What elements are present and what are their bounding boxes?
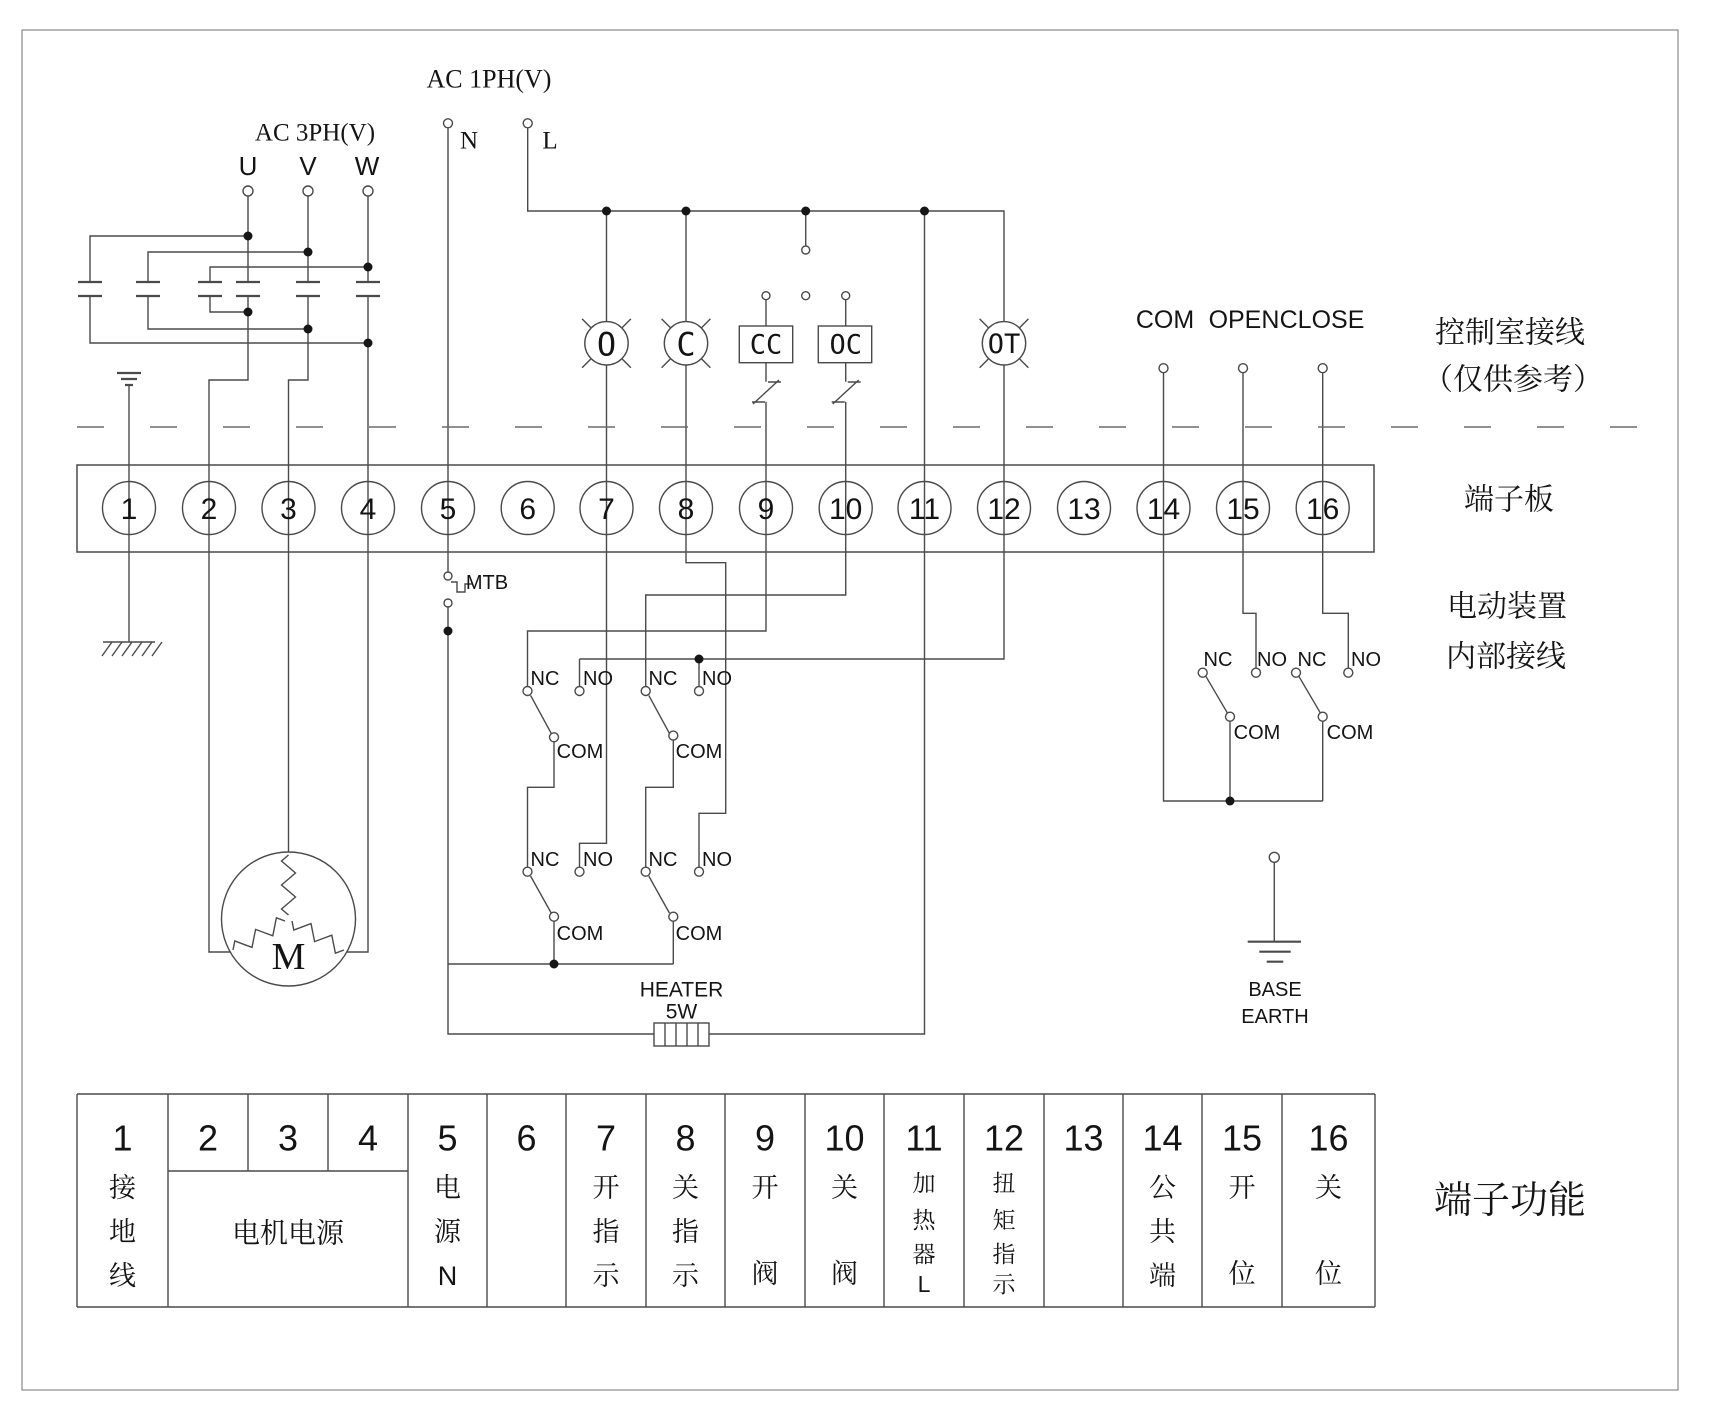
terminal-16-number: 16 bbox=[1306, 493, 1340, 526]
live-label: L bbox=[542, 127, 558, 155]
table-col-16-char-1: 位 bbox=[1315, 1259, 1342, 1289]
selector-contact-top bbox=[802, 246, 810, 254]
table-col-5-char-0: 电 bbox=[434, 1173, 461, 1203]
close-coil-label: CC bbox=[749, 329, 783, 361]
table-col-6-number: 6 bbox=[516, 1117, 537, 1159]
close-indicator-lamp bbox=[662, 319, 711, 368]
switch-e-nc-label: NC bbox=[1203, 649, 1233, 671]
close-coil-box bbox=[739, 326, 792, 363]
table-merged-motor-power-label: 电机电源 bbox=[231, 1217, 345, 1249]
table-col-9-number: 9 bbox=[754, 1117, 776, 1159]
table-col-10-char-0: 关 bbox=[831, 1173, 858, 1203]
table-col-8-char-2: 示 bbox=[672, 1261, 699, 1291]
torque-lamp-letter: OT bbox=[987, 329, 1021, 360]
switch-f-com-label: COM bbox=[1326, 722, 1374, 744]
base-earth-label1: BASE bbox=[1248, 979, 1302, 1001]
switch-f-no-label: NO bbox=[1351, 649, 1381, 671]
open-lamp-letter: O bbox=[596, 325, 617, 364]
mtb-label: MTB bbox=[465, 572, 509, 594]
heater-power-label: 5W bbox=[665, 1000, 698, 1024]
terminal-10-number: 10 bbox=[829, 493, 863, 526]
open-terminal bbox=[1239, 364, 1248, 373]
switch-b-com-label: COM bbox=[675, 741, 723, 763]
switch-c-com-label: COM bbox=[556, 923, 604, 945]
phase-v-label: V bbox=[299, 151, 317, 181]
live-terminal bbox=[523, 119, 532, 128]
terminal-3-number: 3 bbox=[280, 493, 297, 526]
neutral-label: N bbox=[459, 127, 479, 155]
table-col-14-number: 14 bbox=[1142, 1117, 1183, 1159]
terminal-13-number: 13 bbox=[1067, 493, 1101, 526]
switch-a-no-label: NO bbox=[583, 668, 613, 690]
open-indicator-lamp bbox=[582, 319, 631, 368]
terminal-6-number: 6 bbox=[519, 493, 537, 526]
com-terminal bbox=[1159, 364, 1168, 373]
close-lamp-letter: C bbox=[676, 325, 696, 364]
terminal-5-number: 5 bbox=[439, 493, 457, 526]
phase-v-terminal bbox=[303, 186, 313, 196]
table-col-11-char-0: 加 bbox=[912, 1170, 936, 1196]
terminal-12-number: 12 bbox=[987, 493, 1021, 526]
table-col-1-char-1: 地 bbox=[109, 1217, 136, 1247]
table-col-14-char-0: 公 bbox=[1149, 1173, 1176, 1203]
selector-contact-bottom bbox=[802, 292, 810, 300]
table-col-8-number: 8 bbox=[675, 1117, 696, 1159]
note-reference-only: （仅供参考） bbox=[1423, 363, 1603, 397]
note-device-line1: 电动装置 bbox=[1447, 590, 1567, 624]
table-col-9-char-0: 开 bbox=[751, 1173, 779, 1203]
switch-b-nc-label: NC bbox=[648, 668, 678, 690]
table-col-1-number: 1 bbox=[112, 1117, 133, 1159]
table-col-8-char-1: 指 bbox=[672, 1217, 699, 1247]
note-terminal-board: 端子板 bbox=[1464, 483, 1554, 517]
torque-indicator-lamp bbox=[980, 319, 1029, 368]
open-coil-box bbox=[818, 326, 871, 363]
switch-c-no-label: NO bbox=[583, 849, 613, 871]
ac-3ph-label: AC 3PH(V) bbox=[254, 119, 376, 147]
table-col-11-char-2: 器 bbox=[912, 1241, 936, 1267]
table-col-7-number: 7 bbox=[595, 1117, 617, 1159]
switch-e-com-label: COM bbox=[1233, 722, 1281, 744]
table-col-12-char-0: 扭 bbox=[992, 1170, 1016, 1196]
switch-d-nc-label: NC bbox=[648, 849, 678, 871]
table-col-5-char-1: 源 bbox=[434, 1217, 461, 1247]
table-col-2-number: 2 bbox=[197, 1117, 219, 1159]
switch-a-com-label: COM bbox=[556, 741, 604, 763]
phase-u-terminal bbox=[243, 186, 253, 196]
close-terminal bbox=[1318, 364, 1327, 373]
close-label: CLOSE bbox=[1279, 306, 1365, 334]
table-col-5-char-2: N bbox=[437, 1261, 458, 1291]
table-col-5-number: 5 bbox=[437, 1117, 458, 1159]
table-col-14-char-1: 共 bbox=[1149, 1217, 1176, 1247]
oc-top-terminal bbox=[842, 292, 850, 300]
table-col-1-char-0: 接 bbox=[109, 1173, 136, 1203]
switch-d-no-label: NO bbox=[702, 849, 732, 871]
table-col-15-char-1: 位 bbox=[1228, 1259, 1256, 1289]
com-label: COM bbox=[1135, 306, 1195, 334]
table-col-11-char-3: L bbox=[917, 1271, 931, 1297]
table-col-14-char-2: 端 bbox=[1149, 1261, 1176, 1291]
switch-b-no-label: NO bbox=[702, 668, 732, 690]
table-col-13-number: 13 bbox=[1063, 1117, 1104, 1159]
open-coil-label: OC bbox=[829, 329, 862, 361]
terminal-14-number: 14 bbox=[1146, 493, 1181, 526]
terminal-2-number: 2 bbox=[200, 493, 218, 526]
terminal-1-number: 1 bbox=[120, 493, 138, 526]
table-col-12-number: 12 bbox=[983, 1117, 1025, 1159]
base-earth-label2: EARTH bbox=[1241, 1006, 1309, 1028]
open-label: OPEN bbox=[1208, 306, 1280, 334]
table-col-11-char-1: 热 bbox=[912, 1207, 936, 1233]
cc-top-terminal bbox=[762, 292, 770, 300]
terminal-9-number: 9 bbox=[757, 493, 775, 526]
phase-u-label: U bbox=[238, 151, 258, 181]
terminal-4-number: 4 bbox=[359, 493, 377, 526]
table-col-10-number: 10 bbox=[824, 1117, 865, 1159]
table-col-16-number: 16 bbox=[1308, 1117, 1349, 1159]
motor-letter: M bbox=[271, 936, 306, 978]
table-col-8-char-0: 关 bbox=[672, 1173, 699, 1203]
heater-label: HEATER bbox=[639, 978, 724, 1002]
switch-a-nc-label: NC bbox=[530, 668, 560, 690]
switch-c-nc-label: NC bbox=[530, 849, 560, 871]
switch-f-nc-label: NC bbox=[1297, 649, 1327, 671]
table-col-4-number: 4 bbox=[357, 1117, 379, 1159]
table-col-7-char-0: 开 bbox=[592, 1173, 620, 1203]
terminal-7-number: 7 bbox=[598, 493, 615, 526]
table-col-10-char-1: 阀 bbox=[831, 1259, 858, 1289]
terminal-8-number: 8 bbox=[677, 493, 695, 526]
terminal-11-number: 11 bbox=[908, 493, 941, 526]
neutral-terminal bbox=[444, 119, 453, 128]
note-device-line2: 内部接线 bbox=[1446, 640, 1566, 674]
table-col-1-char-2: 线 bbox=[109, 1261, 136, 1291]
table-col-12-char-3: 示 bbox=[992, 1271, 1016, 1297]
table-col-9-char-1: 阀 bbox=[751, 1259, 779, 1289]
table-col-11-number: 11 bbox=[905, 1117, 943, 1159]
table-col-12-char-1: 矩 bbox=[992, 1207, 1016, 1233]
table-col-15-char-0: 开 bbox=[1228, 1173, 1256, 1203]
switch-d-com-label: COM bbox=[675, 923, 723, 945]
switch-e-no-label: NO bbox=[1257, 649, 1287, 671]
table-col-12-char-2: 指 bbox=[992, 1241, 1016, 1267]
phase-w-label: W bbox=[354, 151, 380, 181]
motor bbox=[222, 852, 356, 986]
ac-1ph-label: AC 1PH(V) bbox=[426, 64, 552, 94]
table-col-15-number: 15 bbox=[1221, 1117, 1263, 1159]
note-terminal-function: 端子功能 bbox=[1433, 1180, 1587, 1222]
note-control-room: 控制室接线 bbox=[1435, 316, 1585, 350]
table-col-16-char-0: 关 bbox=[1315, 1173, 1342, 1203]
table-col-7-char-1: 指 bbox=[592, 1217, 620, 1247]
table-col-3-number: 3 bbox=[277, 1117, 299, 1159]
table-col-7-char-2: 示 bbox=[592, 1261, 620, 1291]
terminal-15-number: 15 bbox=[1226, 493, 1260, 526]
phase-w-terminal bbox=[363, 186, 373, 196]
